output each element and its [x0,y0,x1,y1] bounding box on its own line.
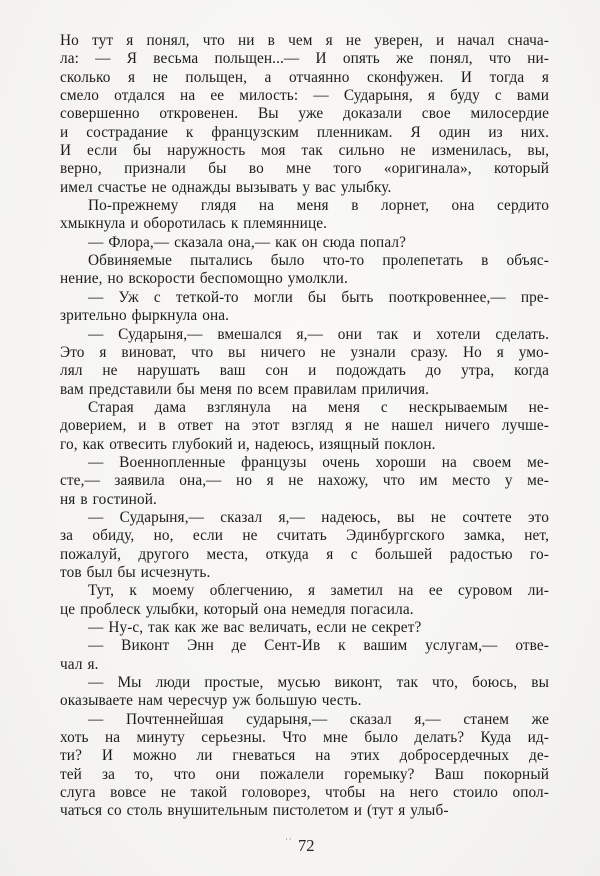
text-line: тов был бы исчезнуть. [60,563,211,581]
paragraph [60,252,549,289]
text-block [60,32,549,821]
paragraph [60,582,549,619]
text-line: нение, но вскорости беспомощно умолкли. [60,270,348,288]
paragraph [60,197,549,234]
text-line: Но тут я понял, что ни в чем я не уверен, и начал снача- [60,32,549,49]
text-line: оказываете нам чересчур уж большую честь. [60,692,362,710]
paragraph [60,454,549,509]
text-line: го, как отвесить глубокий и, надеюсь, изящный поклон. [60,435,436,453]
text-line: — Флора,— сказала она,— как он сюда попал? [88,233,406,251]
text-line: лял не нарушать ваш сон и подождать до утра, когда [60,362,549,380]
text-line: имел счастье не однажды вызывать у вас улыбку. [60,178,392,196]
paragraph [60,509,549,582]
text-line: — Уж с теткой-то могли бы быть пооткровеннее,— пре- [88,288,549,306]
text-line: — Мы люди простые, мусью виконт, так что, боюсь, вы [88,674,549,692]
paragraph [60,619,549,637]
text-line: — Ну-с, так как же вас величать, если не секрет? [88,619,422,636]
scan-artifact-marks: '' [285,837,294,848]
text-line: Обвиняемые пытались было что-то пролепетать в объяс- [88,252,549,270]
text-line: ня в гостиной. [60,490,157,508]
text-line: И если бы наружность моя так сильно не изменилась, вы, [60,142,549,160]
paragraph [60,637,549,674]
text-line: хмыкнула и оборотилась к племяннице. [60,215,328,233]
text-line: вам представили бы меня по всем правилам приличия. [60,380,430,398]
text-line: пожалуй, другого места, откуда я с большей радостью го- [60,545,549,563]
text-line: слуга вовсе не такой головорез, чтобы на него стоило опол- [60,784,549,802]
text-line: за обиду, но, если не считать Эдинбургского замка, нет, [60,527,549,545]
paragraph [60,234,549,252]
text-line: — Сударыня,— сказал я,— надеюсь, вы не сочтете это [88,508,549,526]
text-line: — Почтеннейшая сударыня,— сказал я,— станем же [88,710,549,728]
paragraph [60,674,549,711]
text-line: ла: — Я весьма польщен...— И опять же понял, что ни- [60,50,549,68]
text-line: це проблеск улыбки, который она немедля погасила. [60,600,414,618]
text-line: — Военнопленные французы очень хороши на своем ме- [88,453,549,471]
page-footer [0,836,600,856]
text-line: чаться со столь внушительным пистолетом и (тут я улыб- [60,802,449,820]
paragraph [60,399,549,454]
text-line: тей за то, что они пожалели горемыку? Ваш покорный [60,765,549,783]
text-line: совершенно откровенен. Вы уже доказали свое милосердие [60,105,549,123]
text-line: смело отдался на ее милость: — Сударыня, я буду с вами [60,87,549,105]
text-line: чал я. [60,655,99,673]
text-line: хоть на минуту серьезны. Что мне было делать? Куда ид- [60,729,549,747]
text-line: верно, признали бы во мне того «оригинала», который [60,160,549,178]
text-line: Тут, к моему облегчению, я заметил на ее суровом ли- [88,582,549,600]
text-line: — Сударыня,— вмешался я,— они так и хотели сделать. [88,325,549,343]
text-line: сте,— заявила она,— но я не нахожу, что им место у ме- [60,472,549,490]
text-line: и сострадание к французским пленникам. Я один из них. [60,123,549,141]
paragraph [60,326,549,399]
text-line: сколько я не польщен, а отчаянно сконфужен. И тогда я [60,68,549,86]
text-line: Старая дама взглянула на меня с нескрываемым не- [88,398,549,416]
text-line: ти? И можно ли гневаться на этих добросердечных де- [60,747,549,765]
text-line: — Виконт Энн де Сент-Ив к вашим услугам,— отве- [88,637,549,655]
paragraph [60,289,549,326]
page-number: 72 [298,836,315,855]
text-line: По-прежнему глядя на меня в лорнет, она сердито [88,197,549,215]
paragraph [60,32,549,197]
text-line: Это я виноват, что вы ничего не узнали сразу. Но я умо- [60,343,549,361]
text-line: доверием, и в ответ на этот взгляд я не нашел ничего лучше- [60,417,549,435]
text-line: зрительно фыркнула она. [60,307,230,325]
paragraph [60,711,549,821]
